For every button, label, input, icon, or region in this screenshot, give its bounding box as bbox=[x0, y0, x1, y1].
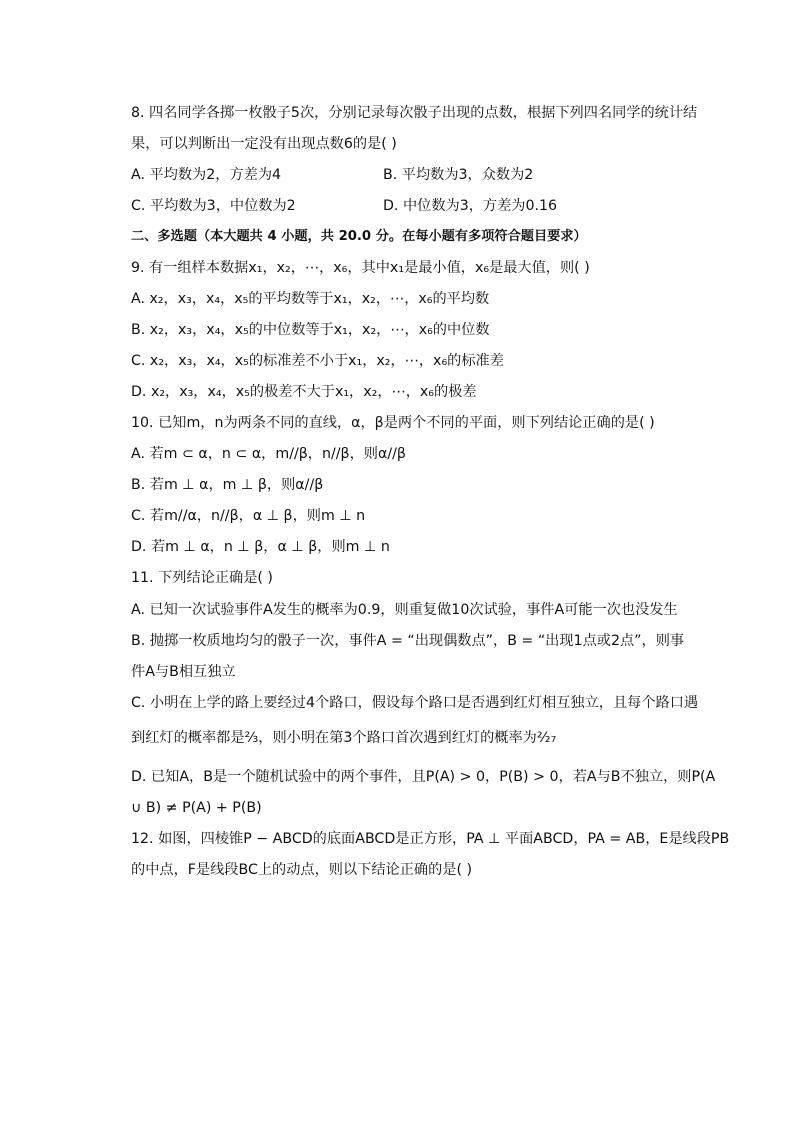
q10-option-b: B. 若m ⊥ α，m ⊥ β，则α//β bbox=[131, 477, 324, 493]
q11-option-d-line2: ∪ B) ≠ P(A) + P(B) bbox=[131, 800, 262, 816]
q9-option-a: A. x₂，x₃，x₄，x₅的平均数等于x₁，x₂，⋯，x₆的平均数 bbox=[131, 291, 490, 307]
q10-option-d: D. 若m ⊥ α，n ⊥ β，α ⊥ β，则m ⊥ n bbox=[131, 539, 390, 555]
q10-stem: 10. 已知m，n为两条不同的直线，α，β是两个不同的平面，则下列结论正确的是( ) bbox=[131, 415, 655, 431]
q9-option-c: C. x₂，x₃，x₄，x₅的标准差不小于x₁，x₂，⋯，x₆的标准差 bbox=[131, 353, 504, 369]
q12-stem-line1: 12. 如图，四棱锥P − ABCD的底面ABCD是正方形，PA ⊥ 平面ABCD，PA = AB，E是线段PB bbox=[131, 831, 730, 847]
q12-stem-line2: 的中点，F是线段BC上的动点，则以下结论正确的是( ) bbox=[131, 862, 473, 878]
q11-option-b-line1: B. 抛掷一枚质地均匀的骰子一次，事件A = “出现偶数点”，B = “出现1点或2点”，则事 bbox=[131, 633, 685, 649]
q11-option-b-line2: 件A与B相互独立 bbox=[131, 664, 236, 680]
q11-option-c-line2: 到红灯的概率都是⅔，则小明在第3个路口首次遇到红灯的概率为²⁄₂₇ bbox=[131, 730, 557, 746]
q9-option-d: D. x₂，x₃，x₄，x₅的极差不大于x₁，x₂，⋯，x₆的极差 bbox=[131, 384, 477, 400]
q8-option-d: D. 中位数为3，方差为0.16 bbox=[383, 198, 558, 214]
q11-option-c-line1: C. 小明在上学的路上要经过4个路口，假设每个路口是否遇到红灯相互独立，且每个路口遇 bbox=[131, 695, 699, 711]
q8-option-b: B. 平均数为3，众数为2 bbox=[383, 167, 534, 183]
q8-stem-line2: 果，可以判断出一定没有出现点数6的是( ) bbox=[131, 136, 397, 152]
q11-option-a: A. 已知一次试验事件A发生的概率为0.9，则重复做10次试验，事件A可能一次也没发生 bbox=[131, 602, 678, 618]
section-heading-multiple-choice: 二、多选题（本大题共 4 小题，共 20.0 分。在每小题有多项符合题目要求） bbox=[131, 229, 587, 244]
q8-option-c: C. 平均数为3，中位数为2 bbox=[131, 198, 296, 214]
q8-option-a: A. 平均数为2，方差为4 bbox=[131, 167, 282, 183]
q11-option-d-line1: D. 已知A，B是一个随机试验中的两个事件，且P(A) > 0，P(B) > 0，若A与B不独立，则P(A bbox=[131, 769, 716, 785]
q9-option-b: B. x₂，x₃，x₄，x₅的中位数等于x₁，x₂，⋯，x₆的中位数 bbox=[131, 322, 490, 338]
q10-option-a: A. 若m ⊂ α，n ⊂ α，m//β，n//β，则α//β bbox=[131, 446, 406, 462]
q11-stem: 11. 下列结论正确是( ) bbox=[131, 570, 273, 586]
q10-option-c: C. 若m//α，n//β，α ⊥ β，则m ⊥ n bbox=[131, 508, 366, 524]
q9-stem: 9. 有一组样本数据x₁，x₂，⋯，x₆，其中x₁是最小值，x₆是最大值，则( ) bbox=[131, 260, 590, 276]
q8-stem-line1: 8. 四名同学各掷一枚骰子5次，分别记录每次骰子出现的点数，根据下列四名同学的统计结 bbox=[131, 105, 698, 121]
